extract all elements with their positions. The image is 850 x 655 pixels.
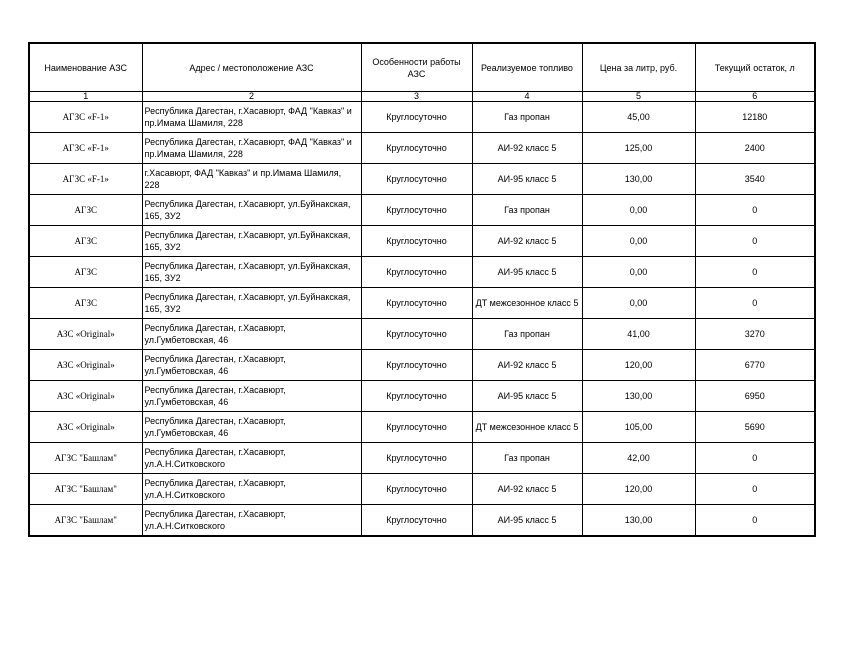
remaining-cell: 0 <box>695 195 815 226</box>
station-name-cell: АГЗС "Башлам" <box>29 505 142 537</box>
operating-mode-cell: Круглосуточно <box>361 164 472 195</box>
address-cell: Республика Дагестан, г.Хасавюрт, ФАД "Кавказ" и пр.Имама Шамиля, 228 <box>142 102 361 133</box>
column-number: 5 <box>582 92 695 102</box>
operating-mode-cell: Круглосуточно <box>361 226 472 257</box>
address-cell: г.Хасавюрт, ФАД "Кавказ" и пр.Имама Шамиля, 228 <box>142 164 361 195</box>
remaining-cell: 0 <box>695 257 815 288</box>
remaining-cell: 6950 <box>695 381 815 412</box>
price-cell: 130,00 <box>582 164 695 195</box>
remaining-cell: 5690 <box>695 412 815 443</box>
table-row <box>29 195 815 226</box>
price-cell: 120,00 <box>582 474 695 505</box>
address-cell: Республика Дагестан, г.Хасавюрт, ул.Гумбетовская, 46 <box>142 381 361 412</box>
price-cell: 42,00 <box>582 443 695 474</box>
price-cell: 41,00 <box>582 319 695 350</box>
remaining-cell: 6770 <box>695 350 815 381</box>
operating-mode-cell: Круглосуточно <box>361 133 472 164</box>
column-number-row <box>29 92 815 102</box>
fuel-type-cell: АИ-92 класс 5 <box>472 350 582 381</box>
price-cell: 130,00 <box>582 505 695 537</box>
address-cell: Республика Дагестан, г.Хасавюрт, ул.Гумбетовская, 46 <box>142 319 361 350</box>
remaining-cell: 12180 <box>695 102 815 133</box>
fuel-type-cell: АИ-95 класс 5 <box>472 505 582 537</box>
address-cell: Республика Дагестан, г.Хасавюрт, ул.Гумбетовская, 46 <box>142 412 361 443</box>
column-number: 3 <box>361 92 472 102</box>
station-name-cell: АГЗС «F-1» <box>29 164 142 195</box>
fuel-type-cell: ДТ межсезонное класс 5 <box>472 288 582 319</box>
fuel-type-cell: АИ-92 класс 5 <box>472 133 582 164</box>
remaining-cell: 0 <box>695 288 815 319</box>
table-row <box>29 443 815 474</box>
operating-mode-cell: Круглосуточно <box>361 443 472 474</box>
header-operating-mode: Особенности работы АЗС <box>361 43 472 92</box>
fuel-type-cell: Газ пропан <box>472 319 582 350</box>
operating-mode-cell: Круглосуточно <box>361 474 472 505</box>
station-name-cell: АЗС «Original» <box>29 412 142 443</box>
address-cell: Республика Дагестан, г.Хасавюрт, ул.А.Н.Ситковского <box>142 443 361 474</box>
column-number: 4 <box>472 92 582 102</box>
table-row <box>29 319 815 350</box>
address-cell: Республика Дагестан, г.Хасавюрт, ул.Буйнакская, 165, ЗУ2 <box>142 195 361 226</box>
operating-mode-cell: Круглосуточно <box>361 257 472 288</box>
table-row <box>29 164 815 195</box>
fuel-type-cell: АИ-95 класс 5 <box>472 257 582 288</box>
fuel-type-cell: АИ-92 класс 5 <box>472 474 582 505</box>
gas-station-table <box>28 42 816 537</box>
price-cell: 105,00 <box>582 412 695 443</box>
fuel-type-cell: АИ-95 класс 5 <box>472 381 582 412</box>
column-number: 2 <box>142 92 361 102</box>
address-cell: Республика Дагестан, г.Хасавюрт, ул.Буйнакская, 165, ЗУ2 <box>142 288 361 319</box>
station-name-cell: АГЗС <box>29 288 142 319</box>
table-row <box>29 381 815 412</box>
remaining-cell: 0 <box>695 226 815 257</box>
station-name-cell: АГЗС «F-1» <box>29 133 142 164</box>
operating-mode-cell: Круглосуточно <box>361 350 472 381</box>
address-cell: Республика Дагестан, г.Хасавюрт, ул.А.Н.Ситковского <box>142 505 361 537</box>
fuel-type-cell: АИ-95 класс 5 <box>472 164 582 195</box>
table-row <box>29 102 815 133</box>
price-cell: 0,00 <box>582 226 695 257</box>
remaining-cell: 0 <box>695 505 815 537</box>
address-cell: Республика Дагестан, г.Хасавюрт, ул.Буйнакская, 165, ЗУ2 <box>142 226 361 257</box>
operating-mode-cell: Круглосуточно <box>361 381 472 412</box>
column-number: 6 <box>695 92 815 102</box>
table-row <box>29 350 815 381</box>
price-cell: 0,00 <box>582 288 695 319</box>
price-cell: 0,00 <box>582 195 695 226</box>
fuel-type-cell: Газ пропан <box>472 102 582 133</box>
operating-mode-cell: Круглосуточно <box>361 102 472 133</box>
address-cell: Республика Дагестан, г.Хасавюрт, ул.Буйнакская, 165, ЗУ2 <box>142 257 361 288</box>
station-name-cell: АГЗС "Башлам" <box>29 474 142 505</box>
station-name-cell: АЗС «Original» <box>29 350 142 381</box>
table-row <box>29 412 815 443</box>
header-price: Цена за литр, руб. <box>582 43 695 92</box>
operating-mode-cell: Круглосуточно <box>361 288 472 319</box>
station-name-cell: АЗС «Original» <box>29 381 142 412</box>
header-remaining: Текущий остаток, л <box>695 43 815 92</box>
station-name-cell: АГЗС <box>29 257 142 288</box>
column-number: 1 <box>29 92 142 102</box>
fuel-type-cell: АИ-92 класс 5 <box>472 226 582 257</box>
table-row <box>29 288 815 319</box>
price-cell: 125,00 <box>582 133 695 164</box>
header-station-name: Наименование АЗС <box>29 43 142 92</box>
fuel-type-cell: Газ пропан <box>472 195 582 226</box>
fuel-type-cell: ДТ межсезонное класс 5 <box>472 412 582 443</box>
price-cell: 120,00 <box>582 350 695 381</box>
address-cell: Республика Дагестан, г.Хасавюрт, ул.Гумбетовская, 46 <box>142 350 361 381</box>
price-cell: 45,00 <box>582 102 695 133</box>
table-body <box>29 102 815 537</box>
address-cell: Республика Дагестан, г.Хасавюрт, ул.А.Н.Ситковского <box>142 474 361 505</box>
address-cell: Республика Дагестан, г.Хасавюрт, ФАД "Кавказ" и пр.Имама Шамиля, 228 <box>142 133 361 164</box>
fuel-type-cell: Газ пропан <box>472 443 582 474</box>
table-row <box>29 257 815 288</box>
table-row <box>29 474 815 505</box>
price-cell: 0,00 <box>582 257 695 288</box>
remaining-cell: 0 <box>695 474 815 505</box>
remaining-cell: 3540 <box>695 164 815 195</box>
station-name-cell: АЗС «Original» <box>29 319 142 350</box>
operating-mode-cell: Круглосуточно <box>361 195 472 226</box>
table-row <box>29 226 815 257</box>
station-name-cell: АГЗС <box>29 226 142 257</box>
price-cell: 130,00 <box>582 381 695 412</box>
operating-mode-cell: Круглосуточно <box>361 412 472 443</box>
station-name-cell: АГЗС «F-1» <box>29 102 142 133</box>
table-row <box>29 133 815 164</box>
table-row <box>29 505 815 537</box>
header-address: Адрес / местоположение АЗС <box>142 43 361 92</box>
operating-mode-cell: Круглосуточно <box>361 505 472 537</box>
header-fuel-type: Реализуемое топливо <box>472 43 582 92</box>
remaining-cell: 3270 <box>695 319 815 350</box>
station-name-cell: АГЗС <box>29 195 142 226</box>
remaining-cell: 0 <box>695 443 815 474</box>
remaining-cell: 2400 <box>695 133 815 164</box>
station-name-cell: АГЗС "Башлам" <box>29 443 142 474</box>
operating-mode-cell: Круглосуточно <box>361 319 472 350</box>
header-row <box>29 43 815 92</box>
